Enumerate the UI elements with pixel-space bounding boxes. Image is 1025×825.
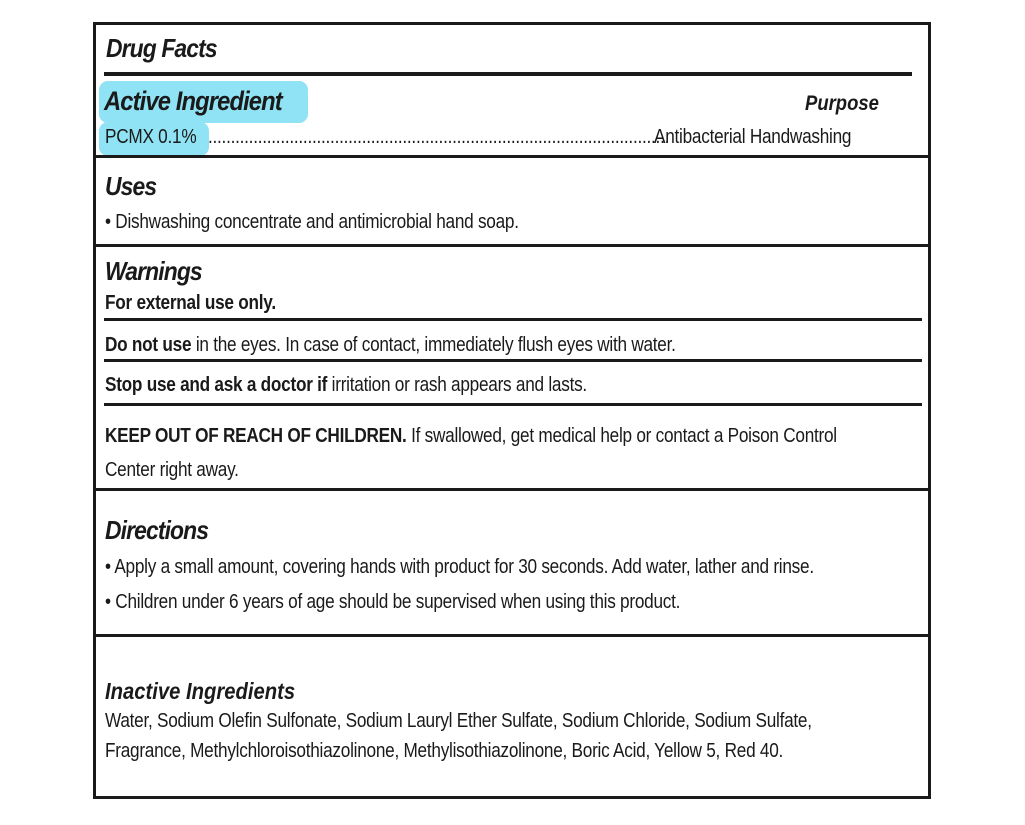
- keep-out-text-line2: Center right away.: [105, 459, 239, 481]
- external-use-warning: For external use only.: [105, 292, 276, 314]
- section-divider-warnings: [93, 488, 931, 491]
- active-ingredient-purpose: Antibacterial Handwashing: [654, 126, 852, 148]
- stop-use-label: Stop use and ask a doctor if: [105, 374, 328, 396]
- section-divider-active: [93, 155, 931, 158]
- inactive-ingredients-header: Inactive Ingredients: [105, 678, 296, 704]
- page-title: Drug Facts: [106, 33, 217, 63]
- keep-out-warning: [105, 425, 837, 448]
- inactive-ingredients-line2: Fragrance, Methylchloroisothiazolinone, Methylisothiazolinone, Boric Acid, Yellow 5, Red 40.: [105, 740, 784, 762]
- section-divider-directions: [93, 634, 931, 637]
- active-ingredient-leader-dots: ......................................................................................................: [208, 126, 670, 148]
- stop-use-warning: [105, 374, 587, 397]
- warnings-header: Warnings: [105, 256, 202, 286]
- warnings-rule-2: [104, 359, 922, 362]
- active-ingredient-name: PCMX 0.1%: [105, 126, 197, 148]
- title-rule: [104, 72, 912, 76]
- do-not-use-text: in the eyes. In case of contact, immediately flush eyes with water.: [191, 334, 676, 356]
- directions-header: Directions: [105, 515, 209, 545]
- section-divider-uses: [93, 244, 931, 247]
- directions-item: • Children under 6 years of age should be supervised when using this product.: [105, 591, 681, 613]
- do-not-use-label: Do not use: [105, 334, 192, 356]
- do-not-use-warning: [105, 334, 676, 357]
- uses-item: • Dishwashing concentrate and antimicrobial hand soap.: [105, 211, 519, 233]
- keep-out-text-line1: If swallowed, get medical help or contact a Poison Control: [406, 425, 837, 447]
- stop-use-text: irritation or rash appears and lasts.: [327, 374, 587, 396]
- uses-header: Uses: [105, 171, 157, 201]
- warnings-rule-1: [104, 318, 922, 321]
- purpose-header: Purpose: [805, 92, 879, 115]
- keep-out-label: KEEP OUT OF REACH OF CHILDREN.: [105, 425, 407, 447]
- active-ingredient-header: Active Ingredient: [104, 86, 282, 116]
- warnings-rule-3: [104, 403, 922, 406]
- directions-item: • Apply a small amount, covering hands with product for 30 seconds. Add water, lather and rinse.: [105, 556, 814, 578]
- inactive-ingredients-line1: Water, Sodium Olefin Sulfonate, Sodium Lauryl Ether Sulfate, Sodium Chloride, Sodium Sulfate,: [105, 710, 812, 732]
